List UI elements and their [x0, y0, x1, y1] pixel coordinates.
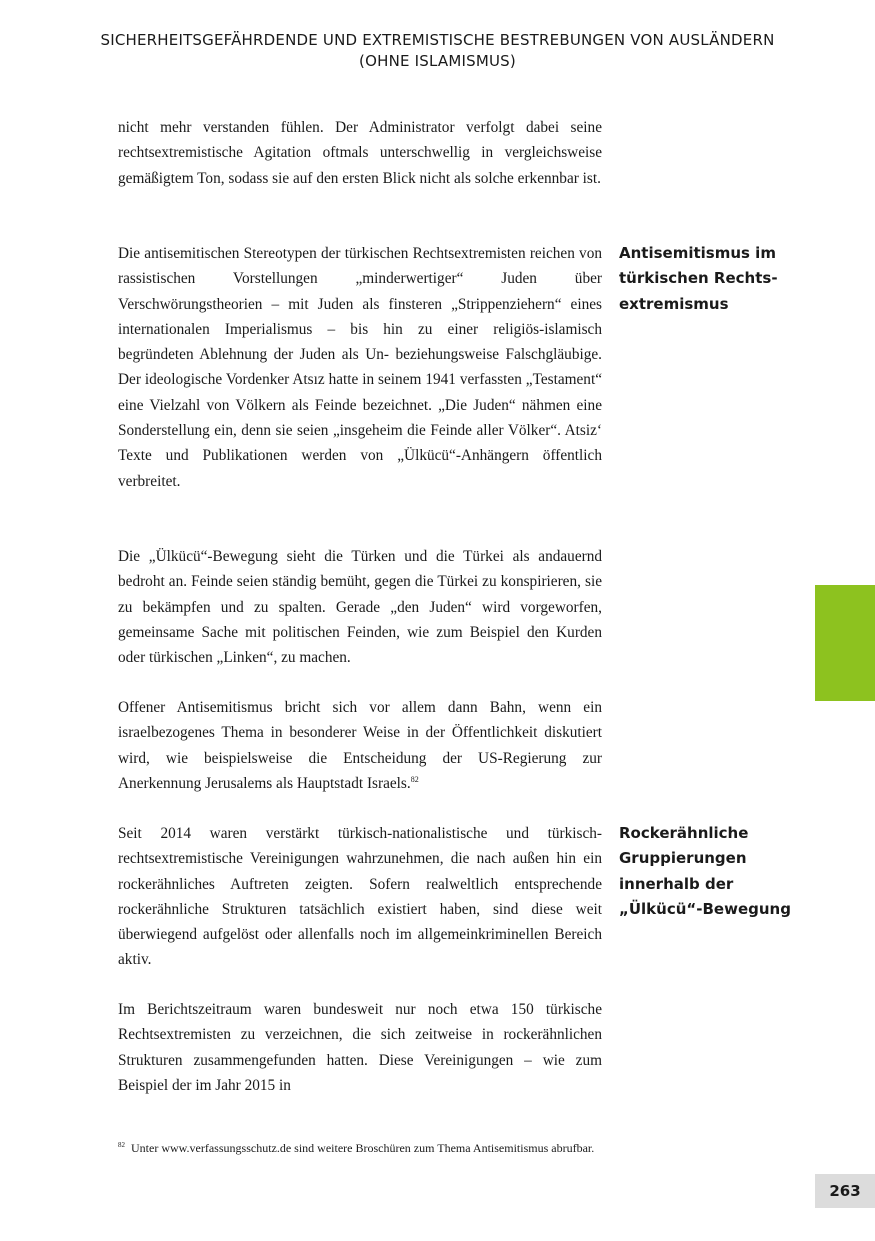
body-paragraph: Im Berichtszeitraum waren bundesweit nur noch etwa 150 türkische Rechtsextremisten zu verzeichnen, die sich zeitweise in rockerähnlichen Strukturen zusammengefunden hatten. Diese Vereinigungen – wie zum Beispiel der im Jahr 2015 in — [118, 1001, 602, 1094]
footnote — [118, 1136, 602, 1157]
running-header — [0, 30, 875, 72]
footnote-number: 82 — [118, 1141, 125, 1149]
body-paragraph: Die „Ülkücü“-Bewegung sieht die Türken und die Türkei als andauernd bedroht an. Feinde seien ständig bemüht, gegen die Türkei zu konspirieren, sie zu bekämpfen und zu spalten. Gerade „den Juden“ wird vorgeworfen, gemeinsame Sache mit politischen Feinden, wie zum Beispiel den Kurden oder türkischen „Linken“, zu machen. — [118, 548, 602, 667]
running-header-line-2: (OHNE ISLAMISMUS) — [359, 52, 516, 70]
footnote-reference[interactable]: 82 — [410, 774, 419, 784]
side-heading-antisemitismus: Antisemitismus im türkischen Rechts- extremismus — [619, 244, 778, 313]
page-number: 263 — [815, 1174, 875, 1208]
body-paragraph: Die antisemitischen Stereotypen der türkischen Rechtsextremisten reichen von rassistischen Vorstellungen „minderwertiger“ Juden über Verschwörungstheorien – mit Juden als finsteren „Strippenziehern“ eines internationalen Imperialismus – bis hin zu einer religiös-islamisch begründeten Ablehnung der Juden als Un- beziehungsweise Falschgläubige. Der ideologische Vordenker Atsız hatte in seinem 1941 verfassten „Testament“ eine Vielzahl von Völkern als Feinde bezeichnet. „Die Juden“ nähmen eine Sonderstellung ein, denn sie seien „insgeheim die Feinde aller Völker“. Atsiz‘ Texte und Publikationen werden von „Ülkücü“-Anhängern öffentlich verbreitet. — [118, 245, 602, 490]
running-header-line-1: SICHERHEITSGEFÄHRDENDE UND EXTREMISTISCHE BESTREBUNGEN VON AUSLÄNDERN — [100, 31, 775, 49]
footnote-text: Unter www.verfassungsschutz.de sind weitere Broschüren zum Thema Antisemitismus abrufbar. — [131, 1141, 595, 1155]
chapter-color-tab — [815, 585, 875, 701]
body-paragraph-with-footnote-ref — [118, 695, 602, 796]
paragraph-text: Offener Antisemitismus bricht sich vor allem dann Bahn, wenn ein israelbezogenes Thema in besonderer Weise in der Öffentlichkeit diskutiert wird, wie beispielsweise die Entscheidung der US-Regierung zur Anerkennung Jerusalems als Hauptstadt Israels. — [118, 699, 602, 792]
body-paragraph: Seit 2014 waren verstärkt türkisch-nationalistische und türkisch-rechtsextremistische Vereinigungen wahrzunehmen, die nach außen hin ein rockerähnliches Auftreten zeigten. Sofern realweltlich entsprechende rockerähnliche Strukturen tatsächlich existiert haben, sind diese weit überwiegend aufgelöst oder allenfalls noch im allgemeinkriminellen Bereich aktiv. — [118, 825, 602, 969]
body-paragraph: nicht mehr verstanden fühlen. Der Administrator verfolgt dabei seine rechtsextremistische Agitation oftmals unterschwellig in vergleichsweise gemäßigtem Ton, sodass sie auf den ersten Blick nicht als solche erkennbar ist. — [118, 119, 602, 187]
side-heading-rockeraehnliche-gruppierungen: Rockerähnliche Gruppierungen innerhalb der „Ülkücü“-Bewegung — [619, 824, 791, 918]
